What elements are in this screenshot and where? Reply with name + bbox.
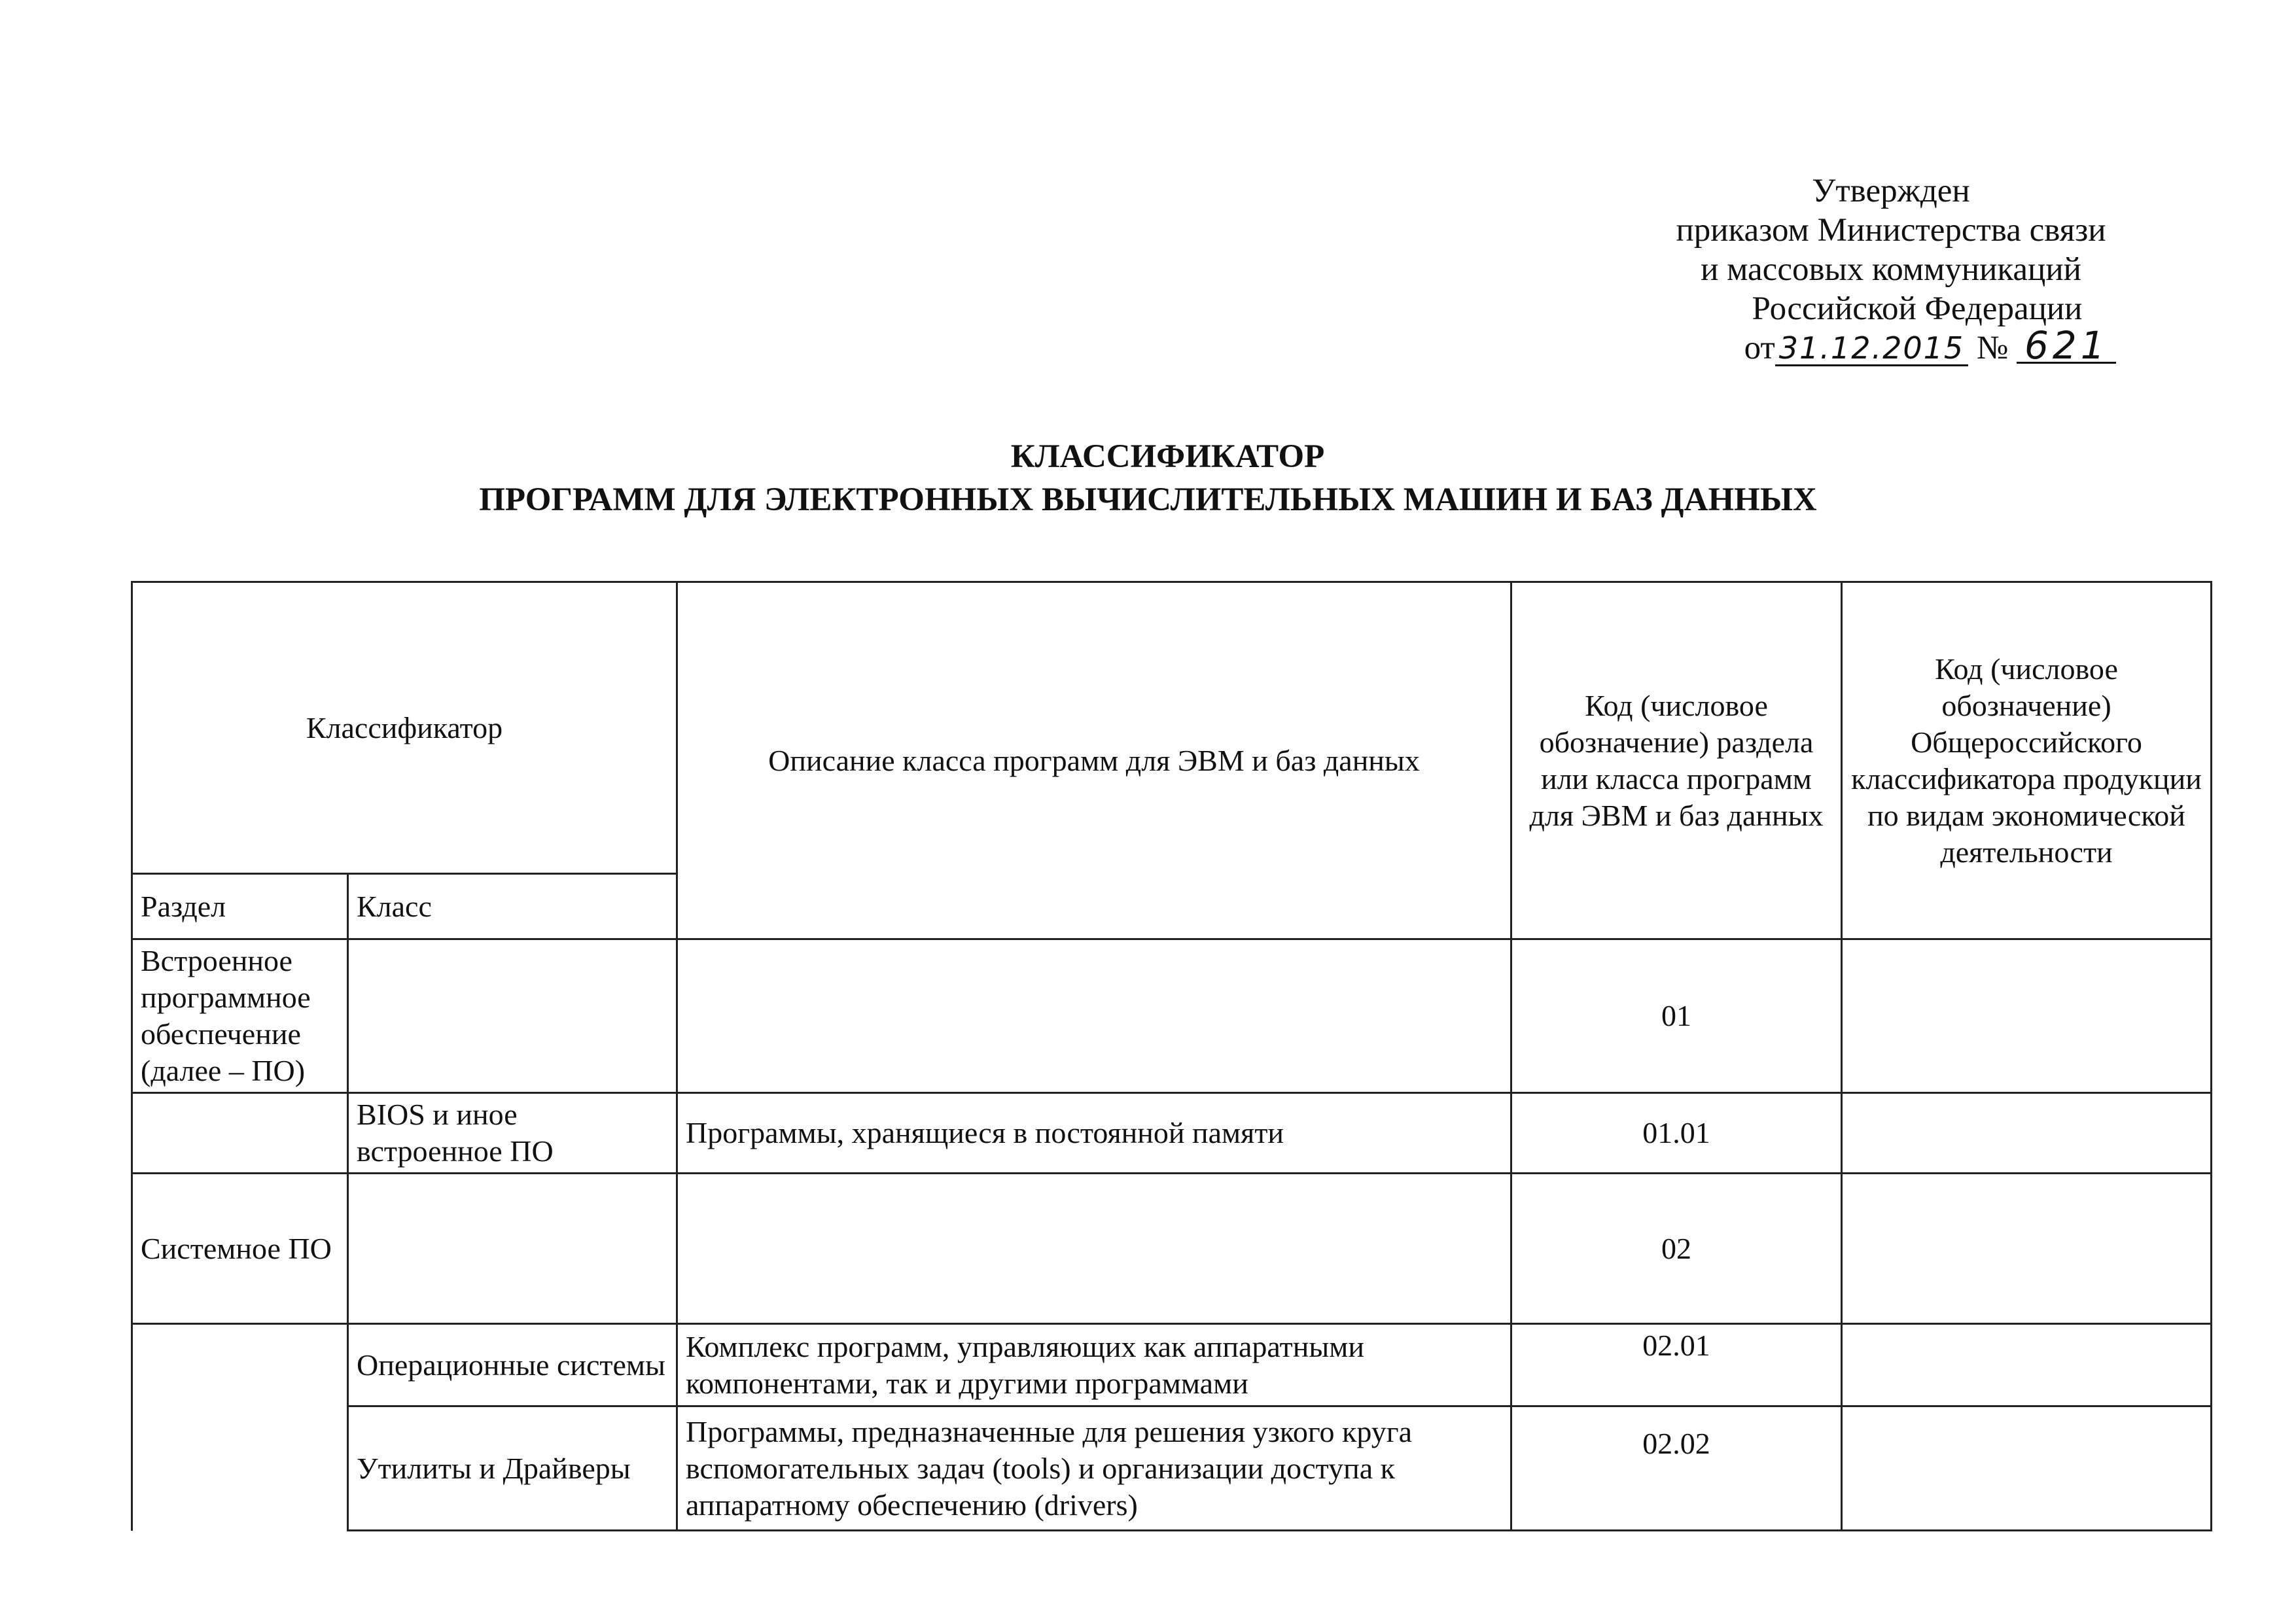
- cell-section: [132, 1093, 348, 1174]
- table-row: [132, 1093, 2212, 1174]
- classifier-table: [131, 581, 2212, 1531]
- approval-date-line: [1636, 323, 2146, 368]
- cell-section: Системное ПО: [132, 1174, 348, 1324]
- cell-okpd: [1842, 1324, 2212, 1406]
- table-header-row: [132, 582, 2212, 874]
- table-row: [132, 939, 2212, 1093]
- cell-description: Комплекс программ, управляющих как аппаратными компонентами, так и другими программами: [677, 1324, 1511, 1406]
- cell-okpd: [1842, 1093, 2212, 1174]
- title-line-1: КЛАССИФИКАТОР: [1010, 438, 1325, 475]
- handwritten-number: 621: [2017, 329, 2116, 364]
- cell-description: Программы, предназначенные для решения узкого круга вспомогательных задач (tools) и организации доступа к аппаратному обеспечению (drivers): [677, 1406, 1511, 1531]
- cell-class: Операционные системы: [348, 1324, 677, 1406]
- cell-class: [348, 939, 677, 1093]
- cell-okpd: [1842, 939, 2212, 1093]
- cell-code: 01.01: [1511, 1093, 1842, 1174]
- cell-code: 02.01: [1511, 1324, 1842, 1406]
- header-classifier: Классификатор: [132, 582, 677, 874]
- approval-line-1: Утвержден: [1812, 173, 1970, 209]
- cell-section: Встроенное программное обеспечение (далее – ПО): [132, 939, 348, 1093]
- cell-class: [348, 1174, 677, 1324]
- cell-okpd: [1842, 1406, 2212, 1531]
- cell-code: 02: [1511, 1174, 1842, 1324]
- cell-description: [677, 939, 1511, 1093]
- cell-okpd: [1842, 1174, 2212, 1324]
- cell-code: 02.02: [1511, 1406, 1842, 1531]
- approval-line-3: и массовых коммуникаций: [1701, 251, 2081, 288]
- header-class: Класс: [348, 874, 677, 939]
- approval-line-2: приказом Министерства связи: [1676, 212, 2106, 249]
- approval-line-4: Российской Федерации: [1752, 290, 2083, 327]
- header-description: Описание класса программ для ЭВМ и баз данных: [677, 582, 1511, 939]
- cell-description: [677, 1174, 1511, 1324]
- cell-class: Утилиты и Драйверы: [348, 1406, 677, 1531]
- handwritten-date: 31.12.2015: [1775, 332, 1968, 366]
- title-line-2: ПРОГРАММ ДЛЯ ЭЛЕКТРОННЫХ ВЫЧИСЛИТЕЛЬНЫХ МАШИН И БАЗ ДАННЫХ: [479, 481, 1817, 518]
- cell-class: BIOS и иное встроенное ПО: [348, 1093, 677, 1174]
- table-row: [132, 1406, 2212, 1531]
- date-prefix: от: [1744, 330, 1775, 366]
- header-code: Код (числовое обозначение) раздела или класса программ для ЭВМ и баз данных: [1511, 582, 1842, 939]
- number-sign: №: [1976, 330, 2009, 366]
- table-row: [132, 1174, 2212, 1324]
- cell-code: 01: [1511, 939, 1842, 1093]
- document-title: [0, 435, 2296, 521]
- table-row: [132, 1324, 2212, 1406]
- approval-stamp: [1636, 171, 2146, 368]
- header-okpd: Код (числовое обозначение) Общероссийского классификатора продукции по видам экономической деятельности: [1842, 582, 2212, 939]
- cell-description: Программы, хранящиеся в постоянной памяти: [677, 1093, 1511, 1174]
- cell-section: [132, 1324, 348, 1531]
- header-section: Раздел: [132, 874, 348, 939]
